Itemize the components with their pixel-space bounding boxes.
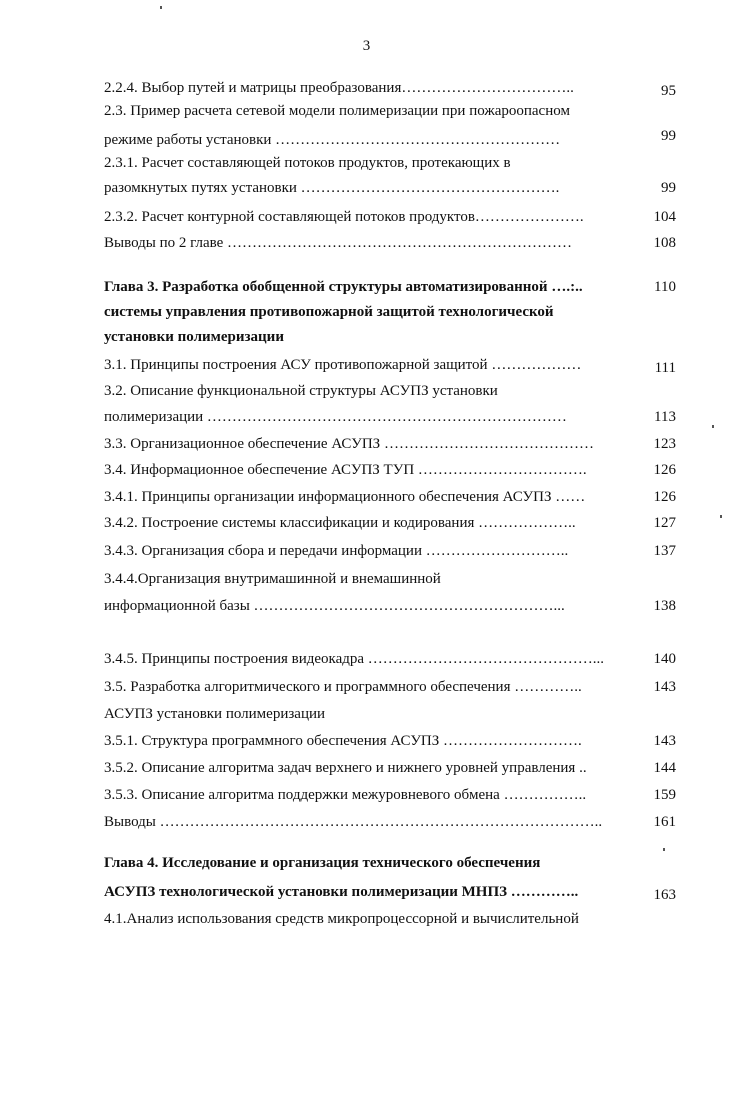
toc-entry-text: 2.3.2. Расчет контурной составляющей потоков продуктов…………………. bbox=[104, 209, 584, 225]
toc-entry bbox=[104, 436, 676, 458]
toc-entry-page: 126 bbox=[653, 489, 676, 505]
toc-entry-page: 144 bbox=[653, 760, 676, 776]
toc-entry bbox=[104, 733, 676, 755]
toc-entry-page: 95 bbox=[661, 83, 676, 99]
toc-entry-page: 123 bbox=[653, 436, 676, 452]
toc-entry bbox=[104, 760, 676, 782]
toc-entry-page: 143 bbox=[653, 733, 676, 749]
toc-entry-page: 104 bbox=[653, 209, 676, 225]
toc-entry-text: 3.5.1. Структура программного обеспечения АСУПЗ ………………………. bbox=[104, 733, 582, 749]
toc-entry-page: 163 bbox=[653, 887, 676, 903]
toc-entry-text: полимеризации ……………………………………………………………… bbox=[104, 409, 567, 425]
toc-entry-text: Выводы …………………………………………………………………………….. bbox=[104, 814, 603, 830]
toc-entry-text: 3.4.2. Построение системы классификации и кодирования ……………….. bbox=[104, 515, 576, 531]
toc-entry bbox=[104, 814, 676, 836]
toc-entry-text: 3.4.1. Принципы организации информационного обеспечения АСУПЗ …… bbox=[104, 489, 586, 505]
toc-entry-text: 3.5.3. Описание алгоритма поддержки межуровневого обмена …………….. bbox=[104, 787, 587, 803]
toc-entry-text: разомкнутых путях установки ……………………………………………. bbox=[104, 180, 560, 196]
toc-entry bbox=[104, 80, 676, 102]
toc-entry-text: АСУПЗ технологической установки полимеризации МНПЗ ………….. bbox=[104, 884, 579, 900]
toc-entry-text: установки полимеризации bbox=[104, 329, 284, 345]
toc-chapter-heading bbox=[104, 884, 676, 906]
toc-chapter-heading bbox=[104, 855, 676, 877]
toc-entry bbox=[104, 180, 676, 202]
toc-entry-text: 3.5. Разработка алгоритмического и программного обеспечения ………….. bbox=[104, 679, 582, 695]
toc-chapter-heading bbox=[104, 279, 676, 301]
toc-entry bbox=[104, 462, 676, 484]
toc-entry-page: 99 bbox=[661, 128, 676, 144]
toc-entry-text: 3.3. Организационное обеспечение АСУПЗ …………………………………… bbox=[104, 436, 594, 452]
scan-speck bbox=[663, 848, 665, 851]
toc-entry-page: 137 bbox=[653, 543, 676, 559]
toc-entry-page: 126 bbox=[653, 462, 676, 478]
toc-entry bbox=[104, 357, 676, 379]
toc-entry bbox=[104, 383, 676, 405]
toc-entry-page: 140 bbox=[653, 651, 676, 667]
toc-entry bbox=[104, 489, 676, 511]
toc-entry-text: 3.4.4.Организация внутримашинной и внемашинной bbox=[104, 571, 441, 587]
toc-entry-text: 3.4.5. Принципы построения видеокадра ………………………………………... bbox=[104, 651, 605, 667]
toc-entry-text: 4.1.Анализ использования средств микропроцессорной и вычислительной bbox=[104, 911, 579, 927]
toc-entry-page: 113 bbox=[654, 409, 676, 425]
toc-entry bbox=[104, 209, 676, 231]
scan-speck bbox=[712, 425, 714, 428]
toc-entry-text: системы управления противопожарной защитой технологической bbox=[104, 304, 554, 320]
toc-entry-text: 3.1. Принципы построения АСУ противопожарной защитой ……………… bbox=[104, 357, 582, 373]
toc-entry-text: 2.2.4. Выбор путей и матрицы преобразования…………………………….. bbox=[104, 80, 574, 96]
toc-entry-text: 3.4. Информационное обеспечение АСУПЗ ТУП ……………………………. bbox=[104, 462, 587, 478]
toc-entry bbox=[104, 128, 676, 150]
toc-entry-page: 159 bbox=[653, 787, 676, 803]
toc-entry bbox=[104, 515, 676, 537]
toc-entry-page: 110 bbox=[654, 279, 676, 295]
scan-speck bbox=[720, 515, 722, 518]
toc-entry-text: 3.2. Описание функциональной структуры АСУПЗ установки bbox=[104, 383, 498, 399]
toc-entry-text: 2.3.1. Расчет составляющей потоков продуктов, протекающих в bbox=[104, 155, 511, 171]
toc-entry-page: 143 bbox=[653, 679, 676, 695]
toc-entry bbox=[104, 787, 676, 809]
toc-entry bbox=[104, 235, 676, 257]
toc-chapter-heading bbox=[104, 304, 676, 326]
toc-chapter-heading bbox=[104, 329, 676, 351]
toc-entry-text: 3.5.2. Описание алгоритма задач верхнего и нижнего уровней управления .. bbox=[104, 760, 587, 776]
page-number: 3 bbox=[362, 38, 371, 54]
toc-entry-page: 127 bbox=[653, 515, 676, 531]
toc-entry bbox=[104, 571, 676, 593]
toc-entry-text: режиме работы установки ………………………………………………… bbox=[104, 132, 561, 148]
toc-entry-text: Глава 3. Разработка обобщенной структуры автоматизированной ….:.. bbox=[104, 279, 583, 295]
toc-entry bbox=[104, 103, 676, 125]
toc-entry-page: 138 bbox=[653, 598, 676, 614]
toc-entry bbox=[104, 911, 676, 933]
toc-entry bbox=[104, 651, 676, 673]
toc-entry bbox=[104, 543, 676, 565]
toc-entry-page: 161 bbox=[653, 814, 676, 830]
toc-entry-text: информационной базы ……………………………………………………... bbox=[104, 598, 565, 614]
toc-entry-text: Глава 4. Исследование и организация технического обеспечения bbox=[104, 855, 541, 871]
toc-entry-text: 2.3. Пример расчета сетевой модели полимеризации при пожароопасном bbox=[104, 103, 570, 119]
toc-entry bbox=[104, 598, 676, 620]
toc-entry-text: 3.4.3. Организация сбора и передачи информации ……………………….. bbox=[104, 543, 569, 559]
toc-entry-text: АСУПЗ установки полимеризации bbox=[104, 706, 326, 722]
toc-entry bbox=[104, 706, 676, 728]
toc-entry-page: 108 bbox=[653, 235, 676, 251]
scan-speck bbox=[160, 6, 162, 9]
toc-entry-page: 99 bbox=[661, 180, 676, 196]
toc-entry-text: Выводы по 2 главе …………………………………………………………… bbox=[104, 235, 573, 251]
toc-entry bbox=[104, 679, 676, 701]
toc-entry-page: 111 bbox=[654, 360, 676, 376]
toc-entry bbox=[104, 155, 676, 177]
toc-entry bbox=[104, 409, 676, 431]
